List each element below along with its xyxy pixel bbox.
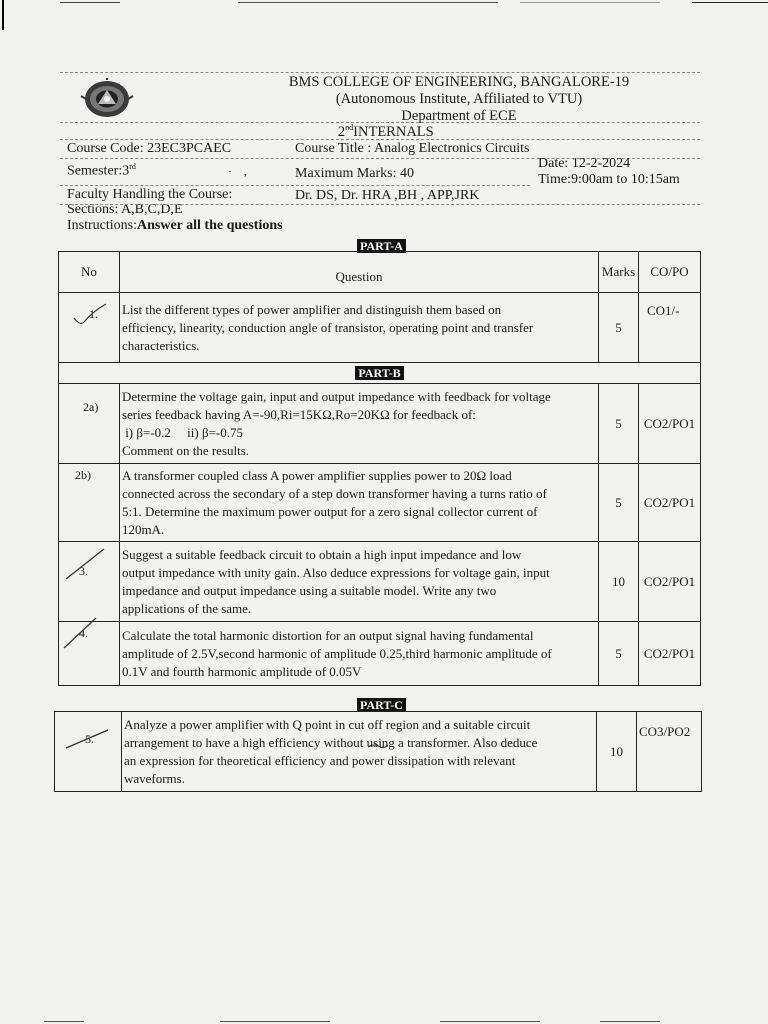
question-number: 1. <box>59 293 120 363</box>
header-top-rule <box>60 72 700 73</box>
header-copo: CO/PO <box>639 252 701 293</box>
part-b-label: PART-B <box>355 366 403 380</box>
questions-table-ab <box>58 251 701 686</box>
scan-edge-line <box>600 1021 660 1022</box>
scan-edge-line <box>520 2 660 3</box>
question-copo: CO2/PO1 <box>639 464 701 542</box>
instructions: Instructions:Answer all the questions <box>67 218 283 233</box>
faculty-names: Dr. DS, Dr. HRA ,BH , APP,JRK <box>295 188 480 203</box>
maximum-marks: Maximum Marks: 40 <box>295 166 414 181</box>
course-title: Course Title : Analog Electronics Circuits <box>295 141 530 156</box>
table-header-row <box>59 252 701 293</box>
exam-time: Time:9:00am to 10:15am <box>538 172 680 187</box>
part-b-row <box>59 363 701 384</box>
sections: Sections: A,B,C,D,E <box>67 202 183 217</box>
question-row <box>59 464 701 542</box>
question-text: Suggest a suitable feedback circuit to obtain a high input impedance and low output impedance with unity gain. Also deduce expressions for voltage gain, input impedance and output impedance using a suitable model. Write any two applications of the same. <box>119 542 598 622</box>
scan-edge-line <box>692 2 768 3</box>
question-marks: 10 <box>599 542 639 622</box>
question-marks: 5 <box>599 622 639 686</box>
questions-table-c <box>54 711 702 792</box>
stray-mark: · , <box>228 164 247 178</box>
question-row <box>59 542 701 622</box>
scan-edge-mark <box>2 0 4 30</box>
header-rule <box>60 122 700 123</box>
department-name: Department of ECE <box>401 108 517 124</box>
question-number: 2b) <box>59 464 120 542</box>
scan-edge-line <box>60 2 120 3</box>
question-row <box>59 384 701 464</box>
question-marks: 5 <box>599 464 639 542</box>
semester: Semester:3rd <box>67 162 136 179</box>
question-marks: 5 <box>599 384 639 464</box>
question-text: Analyze a power amplifier with Q point in cut off region and a suitable circuit arrangement to have a high efficiency without using a transformer. Also deduce an expression for theoretical efficiency and power dissipation with relevant waveforms. <box>121 712 596 792</box>
scan-edge-line <box>238 2 498 3</box>
exam-name: 2ndINTERNALS <box>337 123 434 140</box>
question-copo: CO1/- <box>639 293 701 363</box>
handwritten-tick-mark <box>62 722 112 752</box>
question-marks: 5 <box>599 293 639 363</box>
header-rule <box>60 139 700 140</box>
scan-edge-line <box>220 1021 330 1022</box>
course-code: Course Code: 23EC3PCAEC <box>67 141 232 156</box>
question-copo: CO2/PO1 <box>639 542 701 622</box>
question-number: 4. <box>59 622 120 686</box>
handwritten-mark <box>366 742 390 750</box>
question-text: A transformer coupled class A power amplifier supplies power to 20Ω load connected across the secondary of a step down transformer having a turns ratio of 5:1. Determine the maximum power output for a zero signal collector current of 120mA. <box>119 464 598 542</box>
exam-date: Date: 12-2-2024 <box>538 156 631 171</box>
scan-edge-line <box>44 1021 84 1022</box>
question-copo: CO2/PO1 <box>639 622 701 686</box>
question-marks: 10 <box>597 712 637 792</box>
question-copo: CO3/PO2 <box>637 712 702 792</box>
header-rule <box>60 185 530 186</box>
question-row <box>55 712 702 792</box>
question-text: Determine the voltage gain, input and output impedance with feedback for voltage series feedback having A=-90,Ri=15KΩ,Ro=20KΩ for feedback of: i) β=-0.2 ii) β=-0.75 Comment on the results. <box>119 384 598 464</box>
header-no: No <box>59 252 120 293</box>
question-row <box>59 622 701 686</box>
part-c-label: PART-C <box>357 698 406 712</box>
question-number: 5. <box>55 712 122 792</box>
header-marks: Marks <box>599 252 639 293</box>
question-copo: CO2/PO1 <box>639 384 701 464</box>
part-a-label: PART-A <box>357 239 406 253</box>
handwritten-tick-mark <box>70 300 110 330</box>
question-row <box>59 293 701 363</box>
college-affiliation: (Autonomous Institute, Affiliated to VTU) <box>335 91 583 107</box>
scan-edge-line <box>440 1021 540 1022</box>
college-name: BMS COLLEGE OF ENGINEERING, BANGALORE-19 <box>288 74 630 90</box>
handwritten-tick-mark <box>60 545 110 585</box>
question-number: 2a) <box>59 384 120 464</box>
header-question: Question <box>119 252 598 293</box>
header-rule <box>60 204 700 205</box>
question-text: List the different types of power amplifier and distinguish them based on efficiency, linearity, conduction angle of transistor, operating point and transfer characteristics. <box>119 293 598 363</box>
question-number: 3. <box>59 542 120 622</box>
handwritten-tick-mark <box>60 614 110 654</box>
question-text: Calculate the total harmonic distortion for an output signal having fundamental amplitude of 2.5V,second harmonic of amplitude 0.25,third harmonic amplitude of 0.1V and fourth harmonic amplitude of 0.05V <box>119 622 598 686</box>
faculty-label: Faculty Handling the Course: <box>67 187 233 202</box>
